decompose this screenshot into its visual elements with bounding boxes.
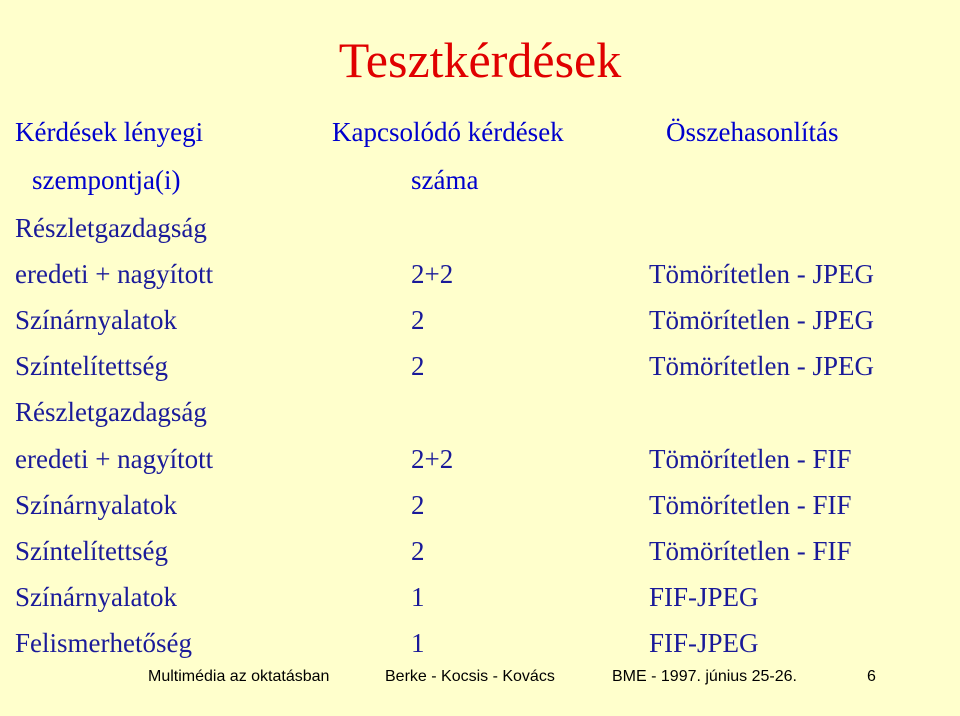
row-question-count: 1 xyxy=(411,581,425,612)
row-comparison: Tömörítetlen - JPEG xyxy=(649,259,874,290)
row-aspect: Színtelítettség xyxy=(15,351,168,382)
header-comparison: Összehasonlítás xyxy=(666,117,839,147)
row-comparison: FIF-JPEG xyxy=(649,627,759,658)
row-question-count: 2 xyxy=(411,489,425,520)
header-related-questions-count: száma xyxy=(411,165,479,195)
row-question-count: 2+2 xyxy=(411,443,454,474)
table-row xyxy=(0,258,960,304)
row-comparison: Tömörítetlen - JPEG xyxy=(649,305,874,336)
row-aspect: eredeti + nagyított xyxy=(15,443,214,474)
row-question-count: 1 xyxy=(411,627,425,658)
row-question-count: 2 xyxy=(411,351,425,382)
row-aspect: Színárnyalatok xyxy=(15,581,177,612)
row-comparison: Tömörítetlen - FIF xyxy=(649,535,852,566)
table-row xyxy=(0,535,960,581)
row-question-count: 2+2 xyxy=(411,259,454,290)
row-aspect: Részletgazdagság xyxy=(15,213,207,243)
footer-course: Multimédia az oktatásban xyxy=(148,668,330,685)
table-row xyxy=(0,581,960,627)
table-row xyxy=(0,396,960,442)
row-comparison: Tömörítetlen - JPEG xyxy=(649,351,874,382)
row-question-count: 2 xyxy=(411,535,425,566)
header-aspect: Kérdések lényegi xyxy=(15,117,204,147)
row-aspect: Színárnyalatok xyxy=(15,305,177,336)
footer-authors: Berke - Kocsis - Kovács xyxy=(385,668,555,685)
footer-page-number: 6 xyxy=(867,668,876,685)
row-aspect: Részletgazdagság xyxy=(15,397,207,428)
header-related-questions: Kapcsolódó kérdések xyxy=(332,117,564,147)
table-row xyxy=(0,443,960,489)
table-row xyxy=(0,350,960,396)
table-row xyxy=(0,212,960,258)
slide-title: Tesztkérdések xyxy=(338,32,622,88)
table-row xyxy=(0,304,960,350)
row-comparison: FIF-JPEG xyxy=(649,581,759,612)
table-row xyxy=(0,489,960,535)
row-aspect: eredeti + nagyított xyxy=(15,259,214,290)
slide-footer xyxy=(0,666,960,690)
row-question-count: 2 xyxy=(411,305,425,336)
row-aspect: Színtelítettség xyxy=(15,535,168,566)
row-aspect: Felismerhetőség xyxy=(15,627,192,658)
row-comparison: Tömörítetlen - FIF xyxy=(649,489,852,520)
row-comparison: Tömörítetlen - FIF xyxy=(649,443,852,474)
footer-event: BME - 1997. június 25-26. xyxy=(612,668,797,685)
row-aspect: Színárnyalatok xyxy=(15,489,177,520)
header-aspect-continued: szempontja(i) xyxy=(32,165,181,195)
